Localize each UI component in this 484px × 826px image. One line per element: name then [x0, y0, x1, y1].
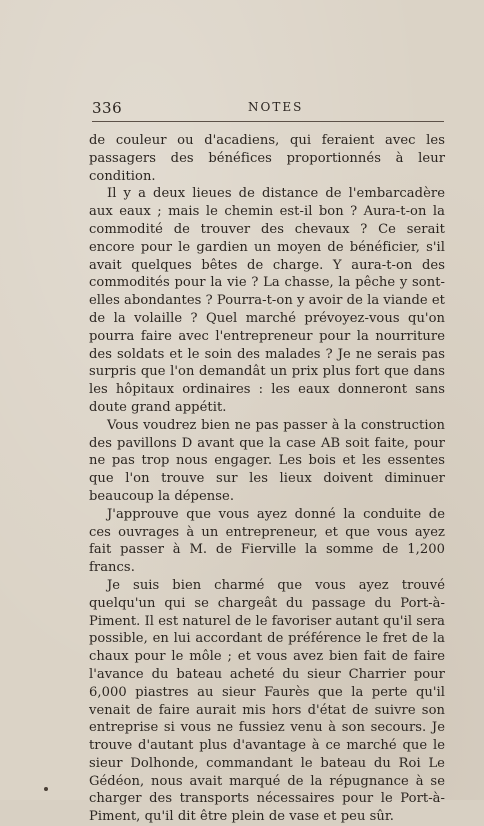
running-head: NOTES: [248, 100, 304, 114]
paper-speck: [44, 787, 48, 791]
header-rule: [92, 121, 444, 122]
page-number: 336: [92, 99, 123, 117]
paragraph: Vous voudrez bien ne pas passer à la construction des pavillons D avant que la case AB soit faite, pour ne pas trop nous engager. Les bois et les essentes que l'on trouve sur les lieux doivent diminuer beaucoup la dépense.: [89, 417, 445, 504]
page-header: [92, 99, 444, 121]
paragraph: Il y a deux lieues de distance de l'embarcadère aux eaux ; mais le chemin est-il bon ? Aura-t-on la commodité de trouver des chevaux ? Ce serait encore pour le gardien un moyen de bénéficier, s'il avait quelques bêtes de charge. Y aura-t-on des commodités pour la vie ? La chasse, la pêche y sont-elles abondantes ? Pourra-t-on y avoir de la viande et de la volaille ? Quel marché prévoyez-vous qu'on pourra faire avec l'entrepreneur pour la nourriture des soldats et le soin des malades ? Je ne serais pas surpris que l'on demandât un prix plus fort que dans les hôpitaux ordinaires : les eaux donneront sans doute grand appétit.: [89, 186, 445, 415]
paragraph: de couleur ou d'acadiens, qui feraient avec les passagers des bénéfices proportionnés à leur condition.: [89, 133, 445, 184]
body-text: [89, 132, 445, 826]
paragraph: J'approuve que vous ayez donné la conduite de ces ouvrages à un entrepreneur, et que vous ayez fait passer à M. de Fierville la somme de 1,200 francs.: [89, 506, 445, 576]
paragraph: Je suis bien charmé que vous ayez trouvé quelqu'un qui se chargeât du passage du Port-à-Piment. Il est naturel de le favoriser autant qu'il sera possible, en lui accordant de préférence le fret de la chaux pour le môle ; et vous avez bien fait de faire l'avance du bateau acheté du sieur Charrier pour 6,000 piastres au sieur Faurès que la perte qu'il venait de faire aurait mis hors d'état de suivre son entreprise si vous ne fussiez venu à son secours. Je trouve d'autant plus d'avantage à ce marché que le sieur Dolhonde, commandant le bateau du Roi Le Gédéon, nous avait marqué de la répugnance à se charger des transports nécessaires pour le Port-à-Piment, qu'il dit être plein de vase et peu sûr.: [89, 577, 445, 825]
